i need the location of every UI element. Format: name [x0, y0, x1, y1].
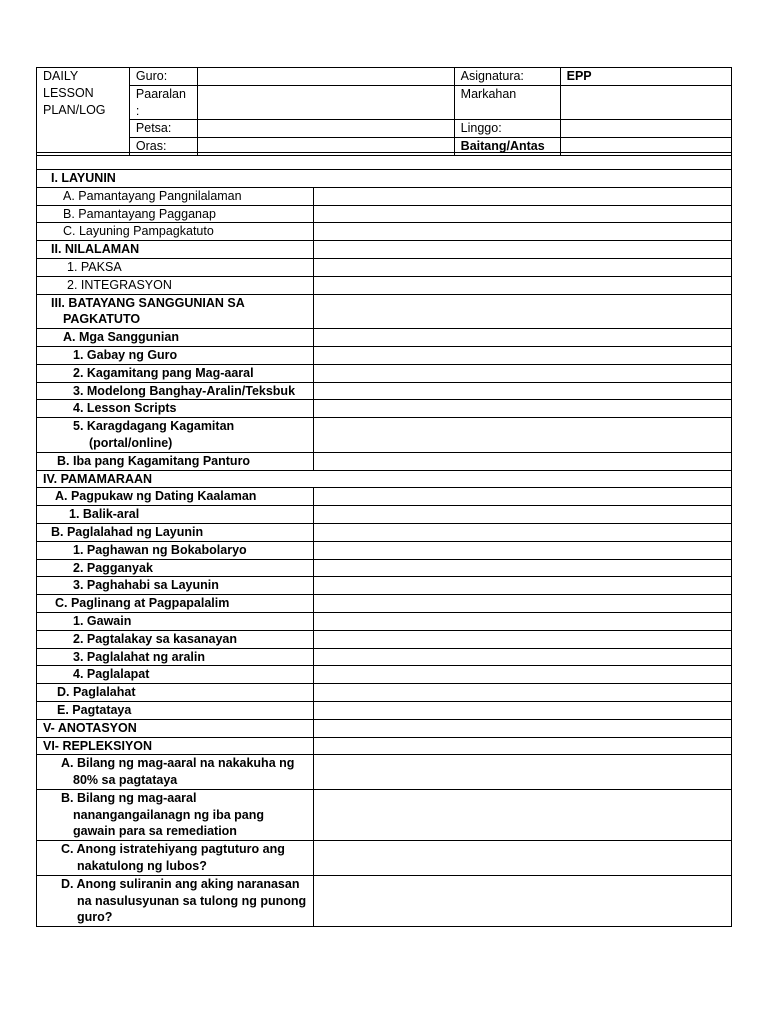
- spacer-row: [37, 153, 732, 170]
- linggo-field[interactable]: [560, 120, 731, 138]
- row-label: A. Mga Sanggunian: [37, 329, 314, 347]
- row-label: 3. Modelong Banghay-Aralin/Teksbuk: [37, 382, 314, 400]
- section-batayang: III. BATAYANG SANGGUNIAN SA PAGKATUTO: [37, 294, 314, 329]
- paaralan-field[interactable]: [197, 85, 454, 120]
- entry-cell[interactable]: [313, 701, 731, 719]
- entry-cell[interactable]: [313, 258, 731, 276]
- entry-cell[interactable]: [313, 541, 731, 559]
- entry-cell[interactable]: [313, 364, 731, 382]
- row-label: C. Anong istratehiyang pagtuturo ang nakatulong ng lubos?: [37, 841, 314, 876]
- row-label: 1. Gabay ng Guro: [37, 346, 314, 364]
- row-label: 2. Kagamitang pang Mag-aaral: [37, 364, 314, 382]
- entry-cell[interactable]: [313, 488, 731, 506]
- section-repleksiyon: VI- REPLEKSIYON: [37, 737, 314, 755]
- entry-cell[interactable]: [313, 875, 731, 926]
- row-label: 3. Paghahabi sa Layunin: [37, 577, 314, 595]
- entry-cell[interactable]: [313, 506, 731, 524]
- entry-cell[interactable]: [313, 523, 731, 541]
- row-label: A. Bilang ng mag-aaral na nakakuha ng 80% sa pagtataya: [37, 755, 314, 790]
- entry-cell[interactable]: [313, 719, 731, 737]
- petsa-label: Petsa:: [129, 120, 197, 138]
- row-label: 2. INTEGRASYON: [37, 276, 314, 294]
- row-label: 2. Pagtalakay sa kasanayan: [37, 630, 314, 648]
- entry-cell[interactable]: [313, 276, 731, 294]
- markahan-label: Markahan: [454, 85, 560, 120]
- section-nilalaman: II. NILALAMAN: [37, 241, 314, 259]
- entry-cell[interactable]: [313, 612, 731, 630]
- markahan-field[interactable]: [560, 85, 731, 120]
- row-label: 4. Lesson Scripts: [37, 400, 314, 418]
- guro-label: Guro:: [129, 68, 197, 86]
- row-label: B. Iba pang Kagamitang Panturo: [37, 452, 314, 470]
- linggo-label: Linggo:: [454, 120, 560, 138]
- section-layunin: I. LAYUNIN: [37, 170, 732, 188]
- row-label: C. Layuning Pampagkatuto: [37, 223, 314, 241]
- entry-cell[interactable]: [313, 648, 731, 666]
- entry-cell[interactable]: [313, 205, 731, 223]
- row-label: C. Paglinang at Pagpapalalim: [37, 595, 314, 613]
- section-pamamaraan: IV. PAMAMARAAN: [37, 470, 732, 488]
- lesson-plan-table: [36, 152, 732, 927]
- entry-cell[interactable]: [313, 789, 731, 840]
- entry-cell[interactable]: [313, 223, 731, 241]
- row-label: A. Pamantayang Pangnilalaman: [37, 187, 314, 205]
- entry-cell[interactable]: [313, 559, 731, 577]
- entry-cell[interactable]: [313, 187, 731, 205]
- entry-cell[interactable]: [313, 684, 731, 702]
- entry-cell[interactable]: [313, 418, 731, 453]
- paaralan-label: Paaralan :: [129, 85, 197, 120]
- row-label: A. Pagpukaw ng Dating Kaalaman: [37, 488, 314, 506]
- entry-cell[interactable]: [313, 400, 731, 418]
- entry-cell[interactable]: [313, 241, 731, 259]
- entry-cell[interactable]: [313, 382, 731, 400]
- baitang-label: Baitang/Antas: [454, 138, 560, 156]
- entry-cell[interactable]: [313, 346, 731, 364]
- doc-title: DAILY LESSON PLAN/LOG: [37, 68, 130, 156]
- row-label: D. Anong suliranin ang aking naranasan na nasulusyunan sa tulong ng punong guro?: [37, 875, 314, 926]
- entry-cell[interactable]: [313, 755, 731, 790]
- petsa-field[interactable]: [197, 120, 454, 138]
- row-label: 1. PAKSA: [37, 258, 314, 276]
- entry-cell[interactable]: [313, 595, 731, 613]
- guro-field[interactable]: [197, 68, 454, 86]
- row-label: 1. Balik-aral: [37, 506, 314, 524]
- row-label: E. Pagtataya: [37, 701, 314, 719]
- entry-cell[interactable]: [313, 294, 731, 329]
- entry-cell[interactable]: [313, 452, 731, 470]
- entry-cell[interactable]: [313, 329, 731, 347]
- entry-cell[interactable]: [313, 841, 731, 876]
- asignatura-field[interactable]: EPP: [560, 68, 731, 86]
- entry-cell[interactable]: [313, 737, 731, 755]
- entry-cell[interactable]: [313, 577, 731, 595]
- header-table: [36, 67, 732, 156]
- row-label: B. Bilang ng mag-aaral nanangangailanagn ng iba pang gawain para sa remediation: [37, 789, 314, 840]
- row-label: 3. Paglalahat ng aralin: [37, 648, 314, 666]
- row-label: 1. Gawain: [37, 612, 314, 630]
- row-label: D. Paglalahat: [37, 684, 314, 702]
- row-label: 2. Pagganyak: [37, 559, 314, 577]
- entry-cell[interactable]: [313, 630, 731, 648]
- row-label: 1. Paghawan ng Bokabolaryo: [37, 541, 314, 559]
- oras-label: Oras:: [129, 138, 197, 156]
- section-anotasyon: V- ANOTASYON: [37, 719, 314, 737]
- entry-cell[interactable]: [313, 666, 731, 684]
- row-label: B. Paglalahad ng Layunin: [37, 523, 314, 541]
- asignatura-label: Asignatura:: [454, 68, 560, 86]
- row-label: B. Pamantayang Pagganap: [37, 205, 314, 223]
- row-label: 4. Paglalapat: [37, 666, 314, 684]
- row-label: 5. Karagdagang Kagamitan (portal/online): [37, 418, 314, 453]
